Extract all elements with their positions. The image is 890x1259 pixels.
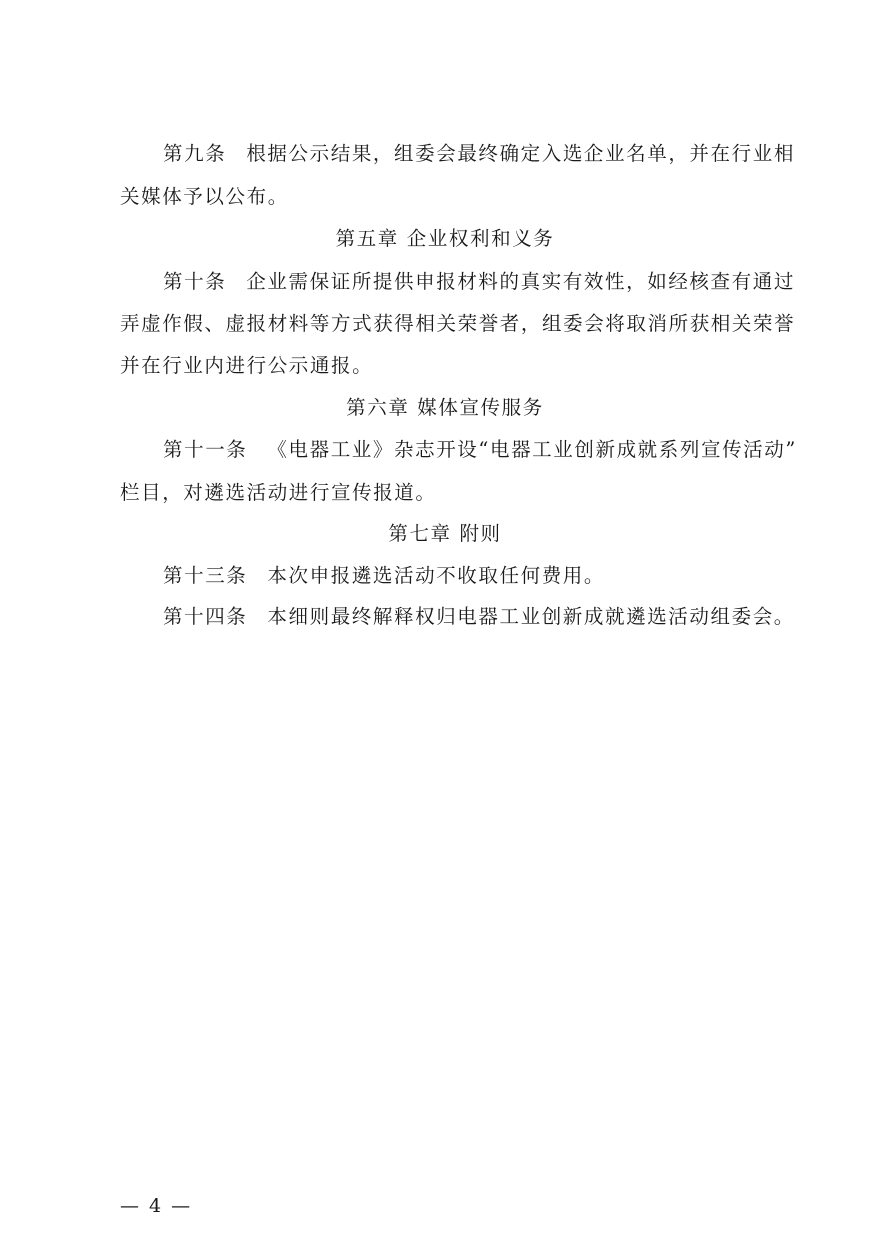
article-9-line-2 [120,183,289,211]
page-number: — 4 — [120,1195,193,1217]
article-9-line-1 [163,140,795,168]
article-9-text-1: 根据公示结果，组委会最终确定入选企业名单，并在行业相 [246,142,795,165]
article-10-line-2 [120,310,795,338]
article-10-line-1 [163,268,795,296]
article-11-text-1: 《电器工业》杂志开设“电器工业创新成就系列宣传活动” [267,438,797,461]
article-11-line-2 [120,479,437,507]
chapter-6-heading: 第六章 媒体宣传服务 [346,396,544,419]
article-13-number: 第十三条 [163,564,248,587]
article-9-text-2: 关媒体予以公布。 [120,185,289,208]
article-14-text-1: 本细则最终解释权归电器工业创新成就遴选活动组委会。 [267,605,795,628]
article-11-line-1 [163,436,797,464]
article-10-text-1: 企业需保证所提供申报材料的真实有效性，如经核查有通过 [246,270,795,293]
article-10-text-2: 弄虚作假、虚报材料等方式获得相关荣誉者，组委会将取消所获相关荣誉 [120,312,796,335]
article-10-line-3 [120,352,373,380]
chapter-5-heading: 第五章 企业权利和义务 [335,227,555,250]
article-11-number: 第十一条 [163,438,248,461]
article-9-number: 第九条 [163,142,227,165]
article-14-line-1 [163,603,795,631]
article-11-text-2: 栏目，对遴选活动进行宣传报道。 [120,481,437,504]
article-13-text-1: 本次申报遴选活动不收取任何费用。 [267,564,606,587]
article-13-line-1 [163,562,605,590]
article-10-text-3: 并在行业内进行公示通报。 [120,354,374,377]
article-10-number: 第十条 [163,270,227,293]
chapter-7-heading: 第七章 附则 [388,522,502,545]
article-14-number: 第十四条 [163,605,248,628]
